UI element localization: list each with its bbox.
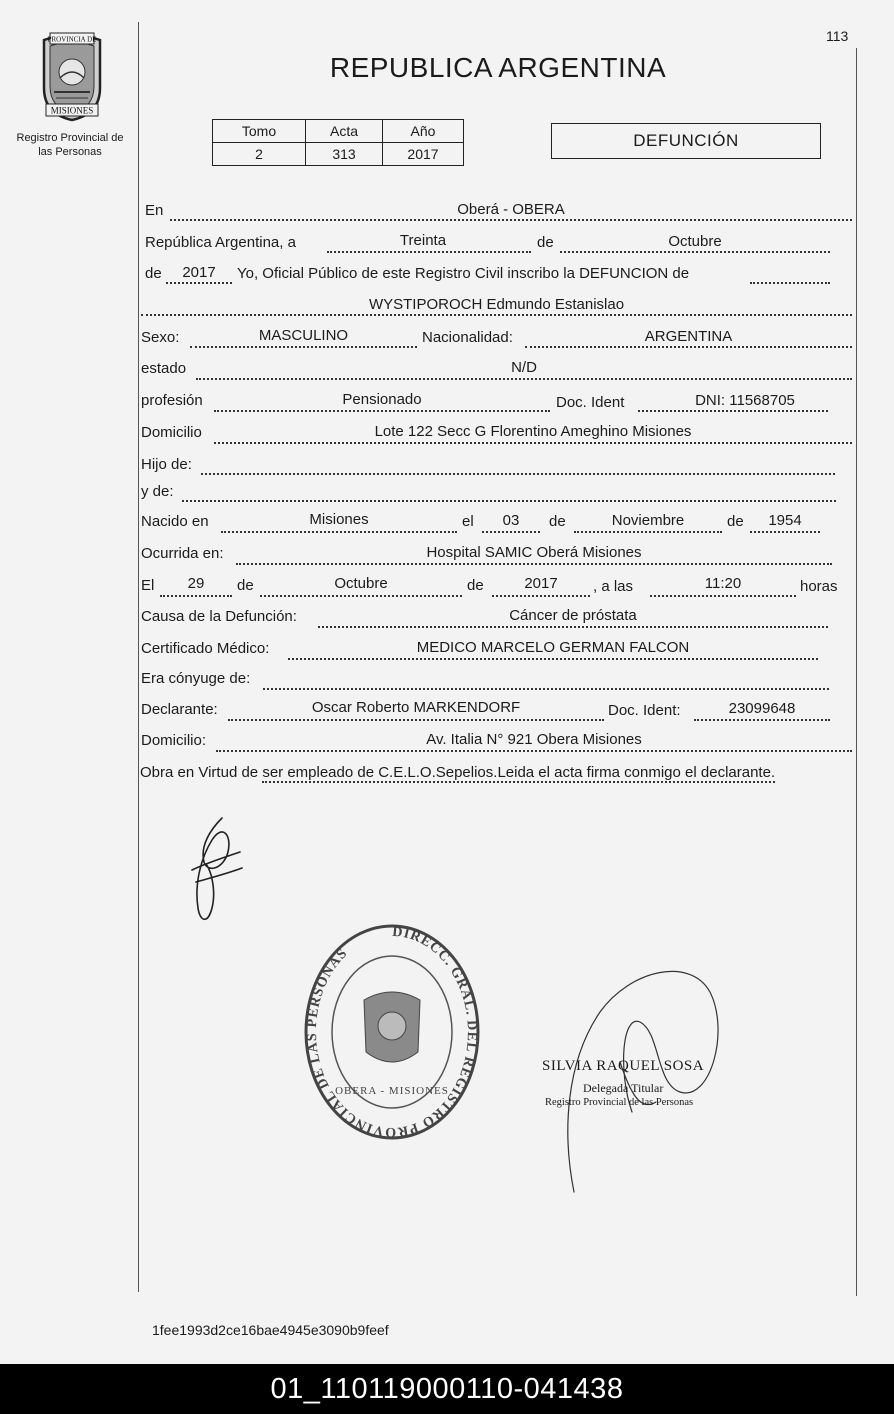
record-table-header: Año xyxy=(383,120,464,143)
dotted-line xyxy=(574,531,722,533)
dotted-line xyxy=(201,473,835,475)
dotted-line xyxy=(650,595,796,597)
crest-text-bottom: MISIONES xyxy=(50,105,94,116)
field-declarant: Oscar Roberto MARKENDORF xyxy=(311,699,521,716)
label-el: el xyxy=(462,513,474,530)
label-certificado: Certificado Médico: xyxy=(141,640,270,657)
dotted-line xyxy=(214,442,852,444)
registry-caption-line2: las Personas xyxy=(38,146,102,158)
label-de: de xyxy=(727,513,744,530)
field-year: 2017 xyxy=(182,264,216,281)
page-number: 113 xyxy=(826,28,849,44)
field-death-month: Octubre xyxy=(334,575,388,592)
label-estado: estado xyxy=(141,360,187,377)
label-a-las: , a las xyxy=(593,578,634,595)
label-yo: Yo, Oficial Público de este Registro Civil inscribo la DEFUNCION de xyxy=(237,265,690,282)
dotted-line xyxy=(750,282,830,284)
field-birth-year: 1954 xyxy=(768,512,802,529)
field-cause: Cáncer de próstata xyxy=(509,607,637,624)
dotted-line xyxy=(288,658,818,660)
field-birth-place: Misiones xyxy=(309,511,369,528)
obra-paragraph xyxy=(140,762,852,783)
record-table-value: 2 xyxy=(213,143,306,166)
dotted-line xyxy=(260,595,462,597)
dotted-line xyxy=(750,531,820,533)
registry-caption xyxy=(4,131,136,159)
left-border xyxy=(138,22,139,1292)
obra-prefix: Obra en Virtud de xyxy=(140,764,259,781)
label-en: En xyxy=(145,202,164,219)
label-el-cap: El xyxy=(141,577,155,594)
field-nationality: ARGENTINA xyxy=(644,328,733,345)
field-address: Lote 122 Secc G Florentino Ameghino Misiones xyxy=(374,423,692,440)
field-document: DNI: 11568705 xyxy=(695,392,795,409)
dotted-line xyxy=(221,531,457,533)
field-birth-day: 03 xyxy=(502,512,520,529)
right-border xyxy=(856,48,857,1296)
dotted-line xyxy=(182,500,836,502)
label-hijo-de: Hijo de: xyxy=(141,456,192,473)
field-death-day: 29 xyxy=(187,575,205,592)
field-death-time: 11:20 xyxy=(704,575,742,592)
label-profesion: profesión xyxy=(141,392,203,409)
dotted-line xyxy=(216,750,852,752)
dotted-line xyxy=(228,719,604,721)
signatory-role: Delegada Titular xyxy=(583,1081,664,1095)
signatory-registry: Registro Provincial de las Personas xyxy=(545,1097,694,1108)
label-nacido-en: Nacido en xyxy=(141,513,209,530)
dotted-line xyxy=(327,251,531,253)
document-hash: 1fee1993d2ce16bae4945e3090b9feef xyxy=(152,1322,389,1338)
field-declarant-address: Av. Italia N° 921 Obera Misiones xyxy=(426,731,642,748)
dotted-line xyxy=(318,626,828,628)
label-nacionalidad: Nacionalidad: xyxy=(422,329,513,346)
signatory-name: SILVIA RAQUEL SOSA xyxy=(542,1058,705,1074)
page-title: REPUBLICA ARGENTINA xyxy=(329,52,667,83)
label-ocurrida-en: Ocurrida en: xyxy=(141,545,224,562)
record-table-header: Acta xyxy=(306,120,383,143)
declarant-signature xyxy=(182,812,252,937)
dotted-line xyxy=(214,410,550,412)
field-deceased-name: WYSTIPOROCH Edmundo Estanislao xyxy=(368,296,625,313)
label-domicilio-colon: Domicilio: xyxy=(141,732,207,749)
dotted-line xyxy=(196,378,852,380)
dotted-line xyxy=(694,719,830,721)
record-table-value-row xyxy=(213,143,464,166)
field-certificate: MEDICO MARCELO GERMAN FALCON xyxy=(416,639,690,656)
official-stamp xyxy=(302,922,482,1147)
label-causa: Causa de la Defunción: xyxy=(141,608,297,625)
record-type-box: DEFUNCIÓN xyxy=(551,123,821,159)
field-place: Oberá - OBERA xyxy=(457,201,565,218)
record-table-value: 2017 xyxy=(383,143,464,166)
field-death-year: 2017 xyxy=(524,575,558,592)
stamp-inner-text: OBERA - MISIONES xyxy=(335,1085,449,1097)
label-doc-ident-colon: Doc. Ident: xyxy=(608,702,681,719)
label-y-de: y de: xyxy=(141,483,174,500)
label-de: de xyxy=(145,265,162,282)
label-conyuge: Era cónyuge de: xyxy=(141,670,251,687)
field-marital-status: N/D xyxy=(511,359,537,376)
field-month: Octubre xyxy=(668,233,722,250)
label-declarante: Declarante: xyxy=(141,701,218,718)
dotted-line xyxy=(160,595,232,597)
label-doc-ident: Doc. Ident xyxy=(556,394,625,411)
label-de: de xyxy=(237,577,254,594)
record-table-header: Tomo xyxy=(213,120,306,143)
registry-caption-line1: Registro Provincial de xyxy=(16,132,124,144)
label-republica: República Argentina, a xyxy=(145,234,296,251)
dotted-line xyxy=(482,531,540,533)
dotted-line xyxy=(190,346,417,348)
dotted-line xyxy=(236,563,832,565)
field-profession: Pensionado xyxy=(342,391,422,408)
label-sexo: Sexo: xyxy=(141,329,180,346)
dotted-line xyxy=(263,688,829,690)
record-table xyxy=(212,119,464,166)
field-sex: MASCULINO xyxy=(258,327,349,344)
field-occurred-at: Hospital SAMIC Oberá Misiones xyxy=(426,544,642,561)
field-declarant-doc: 23099648 xyxy=(728,700,796,717)
official-signature xyxy=(560,952,740,1207)
field-day-words: Treinta xyxy=(399,232,447,249)
label-domicilio: Domicilio xyxy=(141,424,202,441)
footer-code-bar: 01_110119000110-041438 xyxy=(0,1364,894,1414)
label-horas: horas xyxy=(800,578,838,595)
field-birth-month: Noviembre xyxy=(611,512,685,529)
crest-text-top: PROVINCIA DE xyxy=(47,35,97,44)
province-crest xyxy=(36,30,108,122)
dotted-line xyxy=(492,595,590,597)
record-table-value: 313 xyxy=(306,143,383,166)
label-de: de xyxy=(537,234,554,251)
record-table-header-row xyxy=(213,120,464,143)
stamp-ring-text: DIRECC. GRAL. DEL REGISTRO PROVINCIAL DE LAS PERSONAS xyxy=(304,924,480,1140)
label-de: de xyxy=(549,513,566,530)
obra-text: ser empleado de C.E.L.O.Sepelios.Leida el acta firma conmigo el declarante. xyxy=(262,764,776,781)
label-de: de xyxy=(467,577,484,594)
